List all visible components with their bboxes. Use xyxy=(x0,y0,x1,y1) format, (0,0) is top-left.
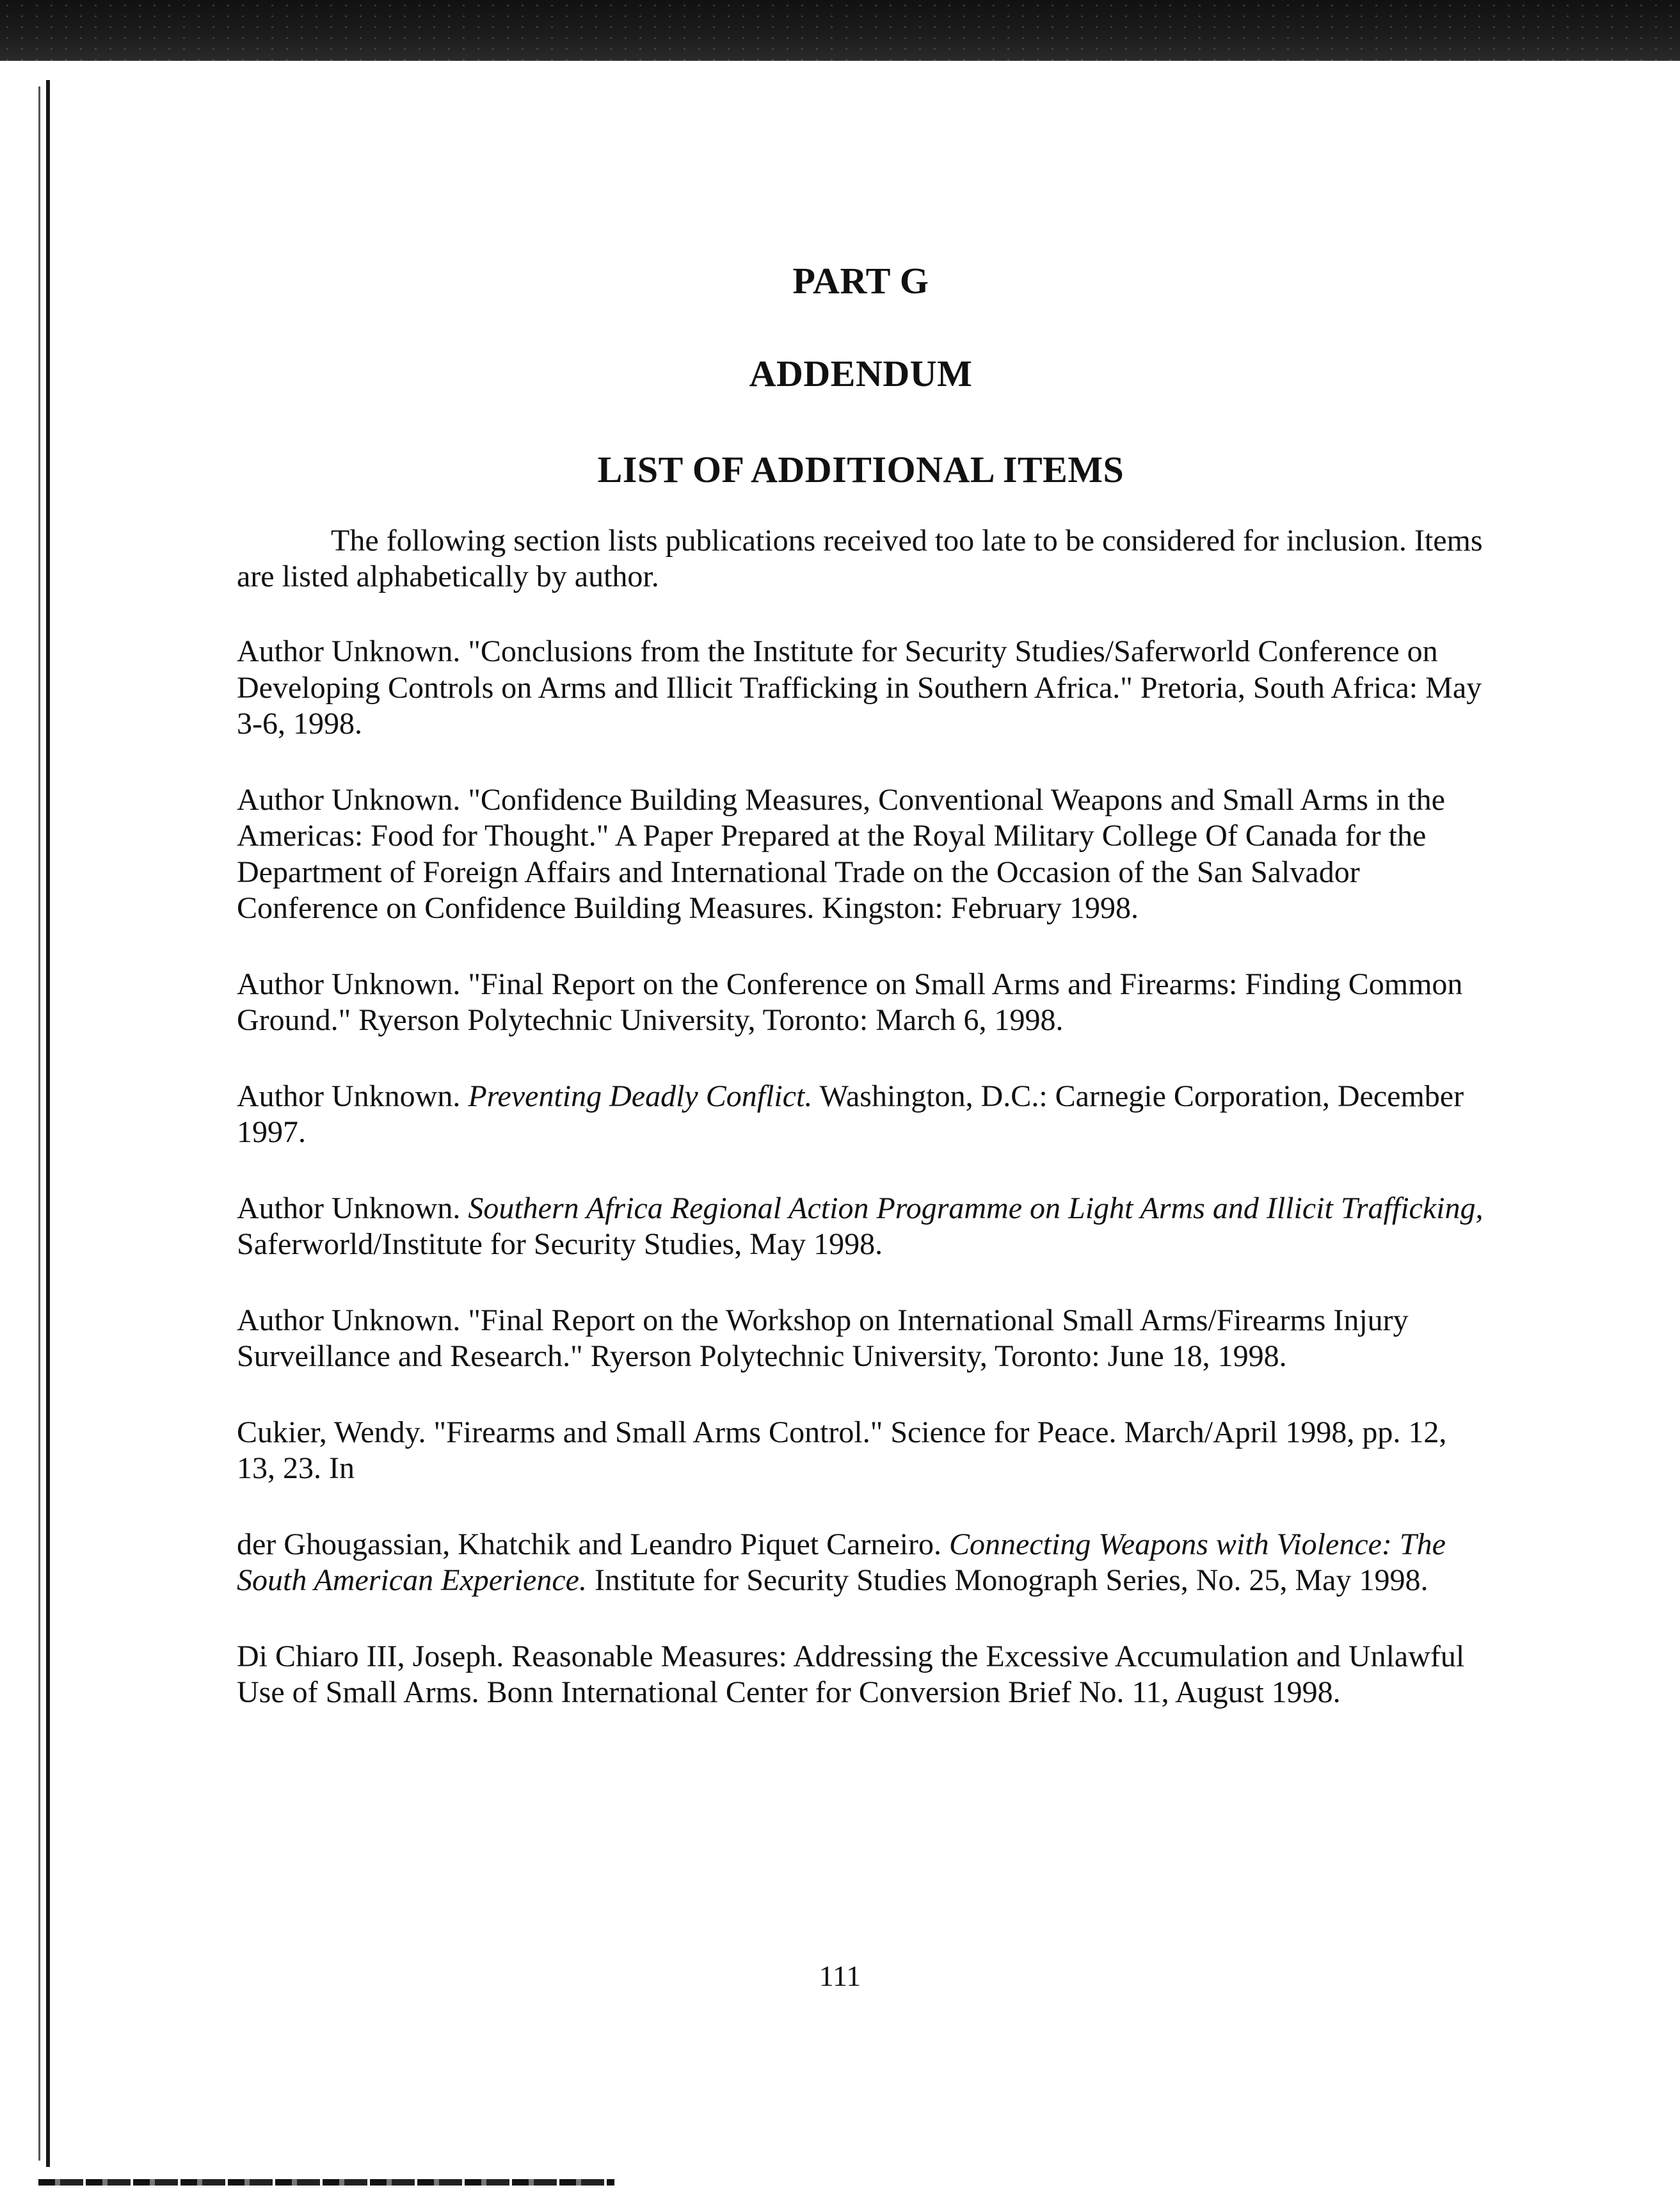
reference-item xyxy=(237,634,1485,743)
reference-text-after: Saferworld/Institute for Security Studies, May 1998. xyxy=(237,1227,883,1261)
reference-item xyxy=(237,1079,1485,1151)
reference-item xyxy=(237,1303,1485,1375)
reference-item xyxy=(237,1639,1485,1711)
reference-text: Di Chiaro III, Joseph. Reasonable Measures: Addressing the Excessive Accumulation and Unlawful Use of Small Arms. Bonn International Center for Conversion Brief No. 11, August 1998. xyxy=(237,1639,1465,1709)
reference-text: Author Unknown. "Confidence Building Measures, Conventional Weapons and Small Arms in the Americas: Food for Thought." A Paper Prepared at the Royal Military College Of Canada for the Department of Foreign Affairs and International Trade on the Occasion of the San Salvador Conference on Confidence Building Measures. Kingston: February 1998. xyxy=(237,782,1445,925)
reference-text: der Ghougassian, Khatchik and Leandro Piquet Carneiro. xyxy=(237,1527,950,1561)
scan-border-bottom xyxy=(38,2179,614,2186)
page-number: 111 xyxy=(819,1960,861,1992)
reference-text: Author Unknown. xyxy=(237,1191,468,1225)
reference-text-after: Institute for Security Studies Monograph Series, No. 25, May 1998. xyxy=(586,1563,1428,1597)
reference-title: Connecting Weapons with Violence: The South American Experience. xyxy=(237,1527,1446,1597)
reference-title: Preventing Deadly Conflict. xyxy=(468,1079,813,1113)
reference-text-after: Washington, D.C.: Carnegie Corporation, December 1997. xyxy=(237,1079,1464,1149)
intro-paragraph: The following section lists publications received too late to be considered for inclusion. Items are listed alphabetically by author. xyxy=(237,524,1483,593)
reference-text: Author Unknown. "Final Report on the Conference on Small Arms and Firearms: Finding Common Ground." Ryerson Polytechnic University, Toronto: March 6, 1998. xyxy=(237,967,1463,1037)
scan-border-left xyxy=(0,61,55,2190)
scan-edge-line-inner xyxy=(38,86,40,2161)
list-title: LIST OF ADDITIONAL ITEMS xyxy=(597,449,1124,490)
reference-item xyxy=(237,967,1485,1039)
reference-text: Author Unknown. "Conclusions from the Institute for Security Studies/Saferworld Conference on Developing Controls on Arms and Illicit Trafficking in Southern Africa." Pretoria, South Africa: May 3-6, 1998. xyxy=(237,634,1482,741)
reference-item xyxy=(237,1527,1485,1599)
part-heading: PART G xyxy=(792,260,929,302)
scan-edge-line xyxy=(46,80,50,2167)
reference-title: Southern Africa Regional Action Programme on Light Arms and Illicit Trafficking, xyxy=(468,1191,1484,1225)
reference-item xyxy=(237,1191,1485,1263)
reference-list xyxy=(237,634,1485,1751)
reference-item xyxy=(237,782,1485,927)
reference-item xyxy=(237,1415,1485,1487)
reference-text: Author Unknown. xyxy=(237,1079,468,1113)
reference-text: Cukier, Wendy. "Firearms and Small Arms Control." Science for Peace. March/April 1998, pp. 12, 13, 23. In xyxy=(237,1415,1447,1485)
reference-text: Author Unknown. "Final Report on the Workshop on International Small Arms/Firearms Injury Surveillance and Research." Ryerson Polytechnic University, Toronto: June 18, 1998. xyxy=(237,1303,1409,1373)
section-heading: ADDENDUM xyxy=(749,353,973,394)
scan-border-top xyxy=(0,0,1680,61)
